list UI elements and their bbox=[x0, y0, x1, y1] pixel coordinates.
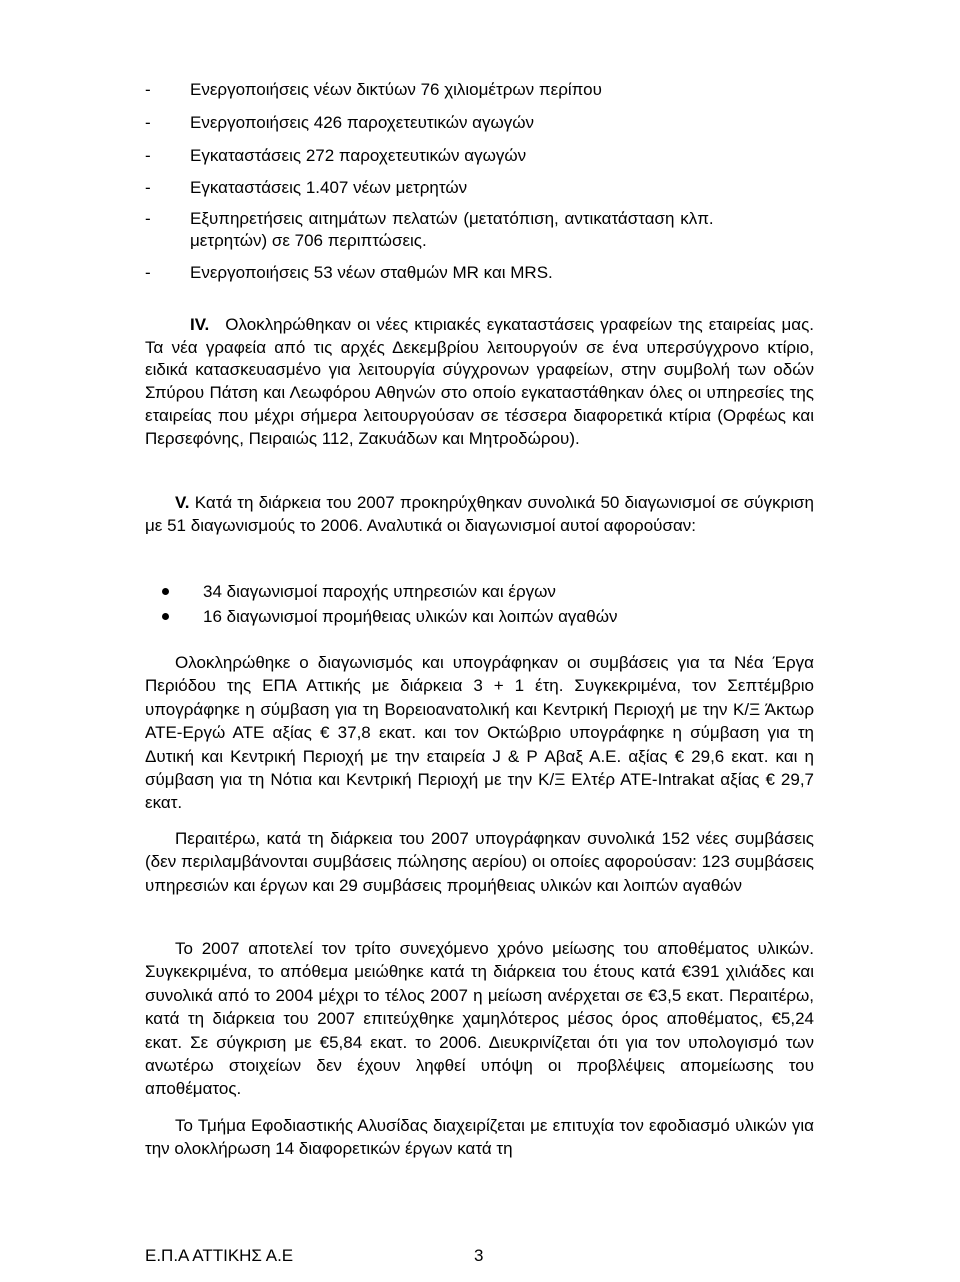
list-dash: - bbox=[145, 178, 151, 197]
list-dash: - bbox=[145, 113, 151, 132]
bullet-item: 34 διαγωνισμοί παροχής υπηρεσιών και έργων bbox=[203, 582, 556, 601]
list-item: Ενεργοποιήσεις 426 παροχετευτικών αγωγών bbox=[190, 113, 535, 132]
bullet-item: 16 διαγωνισμοί προμήθειας υλικών και λοιπών αγαθών bbox=[203, 607, 618, 626]
section-v-paragraph bbox=[145, 491, 814, 538]
list-item: Εγκαταστάσεις 272 παροχετευτικών αγωγών bbox=[190, 146, 527, 165]
bullet-icon bbox=[162, 613, 169, 620]
list-item: Ενεργοποιήσεις νέων δικτύων 76 χιλιομέτρων περίπου bbox=[190, 80, 602, 99]
section-v-text: Κατά τη διάρκεια του 2007 προκηρύχθηκαν συνολικά 50 διαγωνισμοί σε σύγκριση με 51 διαγωνισμούς το 2006. Αναλυτικά οι διαγωνισμοί αυτοί αφορούσαν: bbox=[145, 493, 814, 536]
bullet-icon bbox=[162, 588, 169, 595]
list-item: Εγκαταστάσεις 1.407 νέων μετρητών bbox=[190, 178, 468, 197]
list-dash: - bbox=[145, 146, 151, 165]
section-iv-text: Ολοκληρώθηκαν οι νέες κτιριακές εγκαταστάσεις γραφείων της εταιρείας μας. Τα νέα γραφεία από τις αρχές Δεκεμβρίου λειτουργούν σε ένα υπερσύγχρονο κτίριο, ειδικά κατασκευασμένο για λειτουργία σύγχρονων γραφείων, στην συμβολή των οδών Σπύρου Πάτση και Λεωφόρου Αθηνών στο οποίο εγκαταστάθηκαν όλες οι υπηρεσίες της εταιρείας που μέχρι σήμερα λειτουργούσαν σε τέσσερα διαφορετικά κτίρια (Ορφέως και Περσεφόνης, Πειραιώς 112, Ζακυάδων και Μητροδώρου). bbox=[145, 315, 814, 448]
section-iv-numeral: IV. bbox=[190, 315, 210, 334]
section-iv-paragraph bbox=[145, 314, 814, 450]
list-dash: - bbox=[145, 209, 151, 228]
new-contracts-paragraph: Περαιτέρω, κατά τη διάρκεια του 2007 υπογράφηκαν συνολικά 152 νέες συμβάσεις (δεν περιλαμβάνονται συμβάσεις πώλησης αερίου) οι οποίες αφορούσαν: 123 συμβάσεις υπηρεσιών και έργων και 29 συμβάσεις προμήθειας υλικών και λοιπών αγαθών bbox=[145, 829, 814, 895]
list-dash: - bbox=[145, 263, 151, 282]
section-v-numeral: V. bbox=[175, 493, 190, 512]
contracts-paragraph: Ολοκληρώθηκε ο διαγωνισμός και υπογράφηκαν οι συμβάσεις για τα Νέα Έργα Περιόδου της ΕΠΑ Αττικής με διάρκεια 3 + 1 έτη. Συγκεκριμένα, τον Σεπτέμβριο υπογράφηκε η σύμβαση για τη Βορειοανατολική και Κεντρική Περιοχή με την Κ/Ξ Άκτωρ ΑΤΕ-Εργώ ΑΤΕ αξίας € 37,8 εκατ. και τον Οκτώβριο υπογράφηκε η σύμβαση για τη Δυτική και Κεντρική Περιοχή με την εταιρεία J & P Αβαξ Α.Ε. αξίας € 29,6 εκατ. και η σύμβαση για τη Νότια και Κεντρική Περιοχή με την Κ/Ξ Ελτέρ ΑΤΕ-Intrakat αξίας € 29,7 εκατ. bbox=[145, 653, 814, 813]
list-dash: - bbox=[145, 80, 151, 99]
list-item: Εξυπηρετήσεις αιτημάτων πελατών (μετατόπιση, αντικατάσταση κλπ. bbox=[190, 209, 714, 228]
supply-chain-paragraph: Το Τμήμα Εφοδιαστικής Αλυσίδας διαχειρίζεται με επιτυχία τον εφοδιασμό υλικών για την ολοκλήρωση 14 διαφορετικών έργων κατά τη bbox=[145, 1116, 814, 1159]
list-item: Ενεργοποιήσεις 53 νέων σταθμών MR και MRS. bbox=[190, 263, 553, 282]
list-item-continuation: μετρητών) σε 706 περιπτώσεις. bbox=[190, 231, 427, 250]
footer-company: Ε.Π.Α ΑΤΤΙΚΗΣ Α.Ε bbox=[145, 1246, 294, 1265]
inventory-paragraph: Το 2007 αποτελεί τον τρίτο συνεχόμενο χρόνο μείωσης του αποθέματος υλικών. Συγκεκριμένα, το απόθεμα μειώθηκε κατά τη διάρκεια του έτους κατά €391 χιλιάδες και συνολικά από το 2004 μέχρι το τέλος 2007 η μείωση ανέρχεται σε €3,5 εκατ. Περαιτέρω, κατά τη διάρκεια του 2007 επιτεύχθηκε χαμηλότερος μέσος όρος αποθέματος, €5,24 εκατ. Σε σύγκριση με €5,84 εκατ. το 2006. Διευκρινίζεται ότι για τον υπολογισμό των ανωτέρω στοιχείων δεν έχουν ληφθεί υπόψη οι προβλέψεις απομείωσης του αποθέματος. bbox=[145, 939, 814, 1099]
page-number: 3 bbox=[474, 1246, 484, 1265]
